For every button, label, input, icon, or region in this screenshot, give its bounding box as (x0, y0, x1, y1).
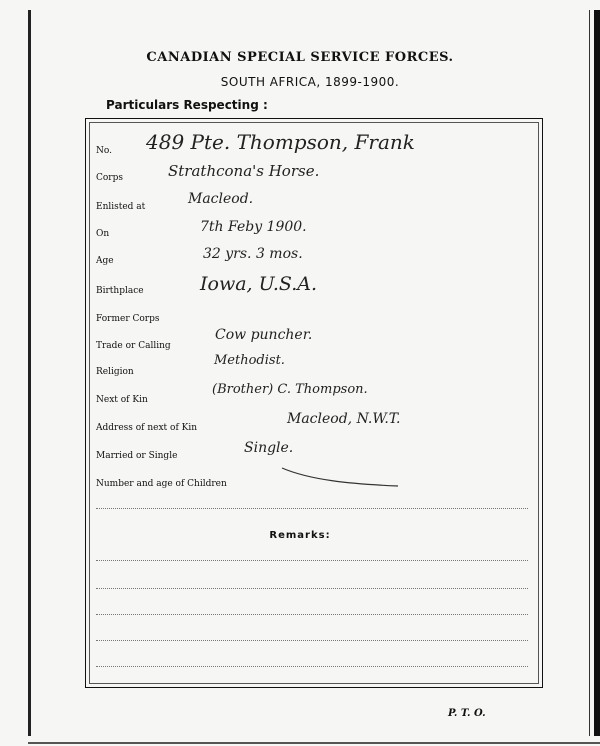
field-label: Birthplace (96, 286, 144, 296)
particulars-heading: Particulars Respecting : (106, 98, 268, 112)
scan-edge-right-inner (589, 10, 590, 736)
field-value: Macleod, N.W.T. (287, 411, 401, 427)
field-label: Age (96, 256, 114, 266)
field-label: Enlisted at (96, 202, 146, 212)
scan-edge-right (594, 10, 600, 736)
form-title: CANADIAN SPECIAL SERVICE FORCES. (146, 50, 454, 65)
field-value: Macleod. (188, 191, 254, 207)
field-label: Religion (96, 367, 134, 377)
field-value: Methodist. (214, 353, 285, 368)
field-label: No. (96, 146, 112, 156)
field-label: Corps (96, 173, 123, 183)
field-value: Strathcona's Horse. (168, 162, 320, 180)
field-value: 489 Pte. Thompson, Frank (146, 130, 415, 154)
field-value: 32 yrs. 3 mos. (203, 246, 303, 262)
please-turn-over: P. T. O. (448, 708, 486, 719)
scan-edge-left (28, 10, 31, 736)
field-value: (Brother) C. Thompson. (212, 382, 368, 397)
field-value: 7th Feby 1900. (200, 219, 307, 235)
ruled-line (96, 614, 528, 615)
form-frame-inner (89, 122, 539, 684)
ruled-line (96, 666, 528, 667)
ruled-line (96, 640, 528, 641)
scan-edge-bottom (28, 742, 600, 744)
field-value: Iowa, U.S.A. (200, 273, 318, 295)
form-subtitle: SOUTH AFRICA, 1899-1900. (220, 75, 400, 89)
ruled-line (96, 560, 528, 561)
field-label: Number and age of Children (96, 479, 227, 489)
field-value: Cow puncher. (215, 327, 313, 343)
field-label: Address of next of Kin (96, 423, 198, 433)
field-label: Next of Kin (96, 395, 148, 405)
field-value: Single. (244, 440, 294, 456)
field-label: On (96, 229, 110, 239)
remarks-heading: Remarks: (269, 530, 331, 541)
field-label: Trade or Calling (96, 341, 171, 351)
field-label: Former Corps (96, 314, 160, 324)
field-label: Married or Single (96, 451, 178, 461)
ruled-line (96, 588, 528, 589)
ruled-line (96, 508, 528, 509)
pen-stroke-mark (280, 458, 400, 488)
